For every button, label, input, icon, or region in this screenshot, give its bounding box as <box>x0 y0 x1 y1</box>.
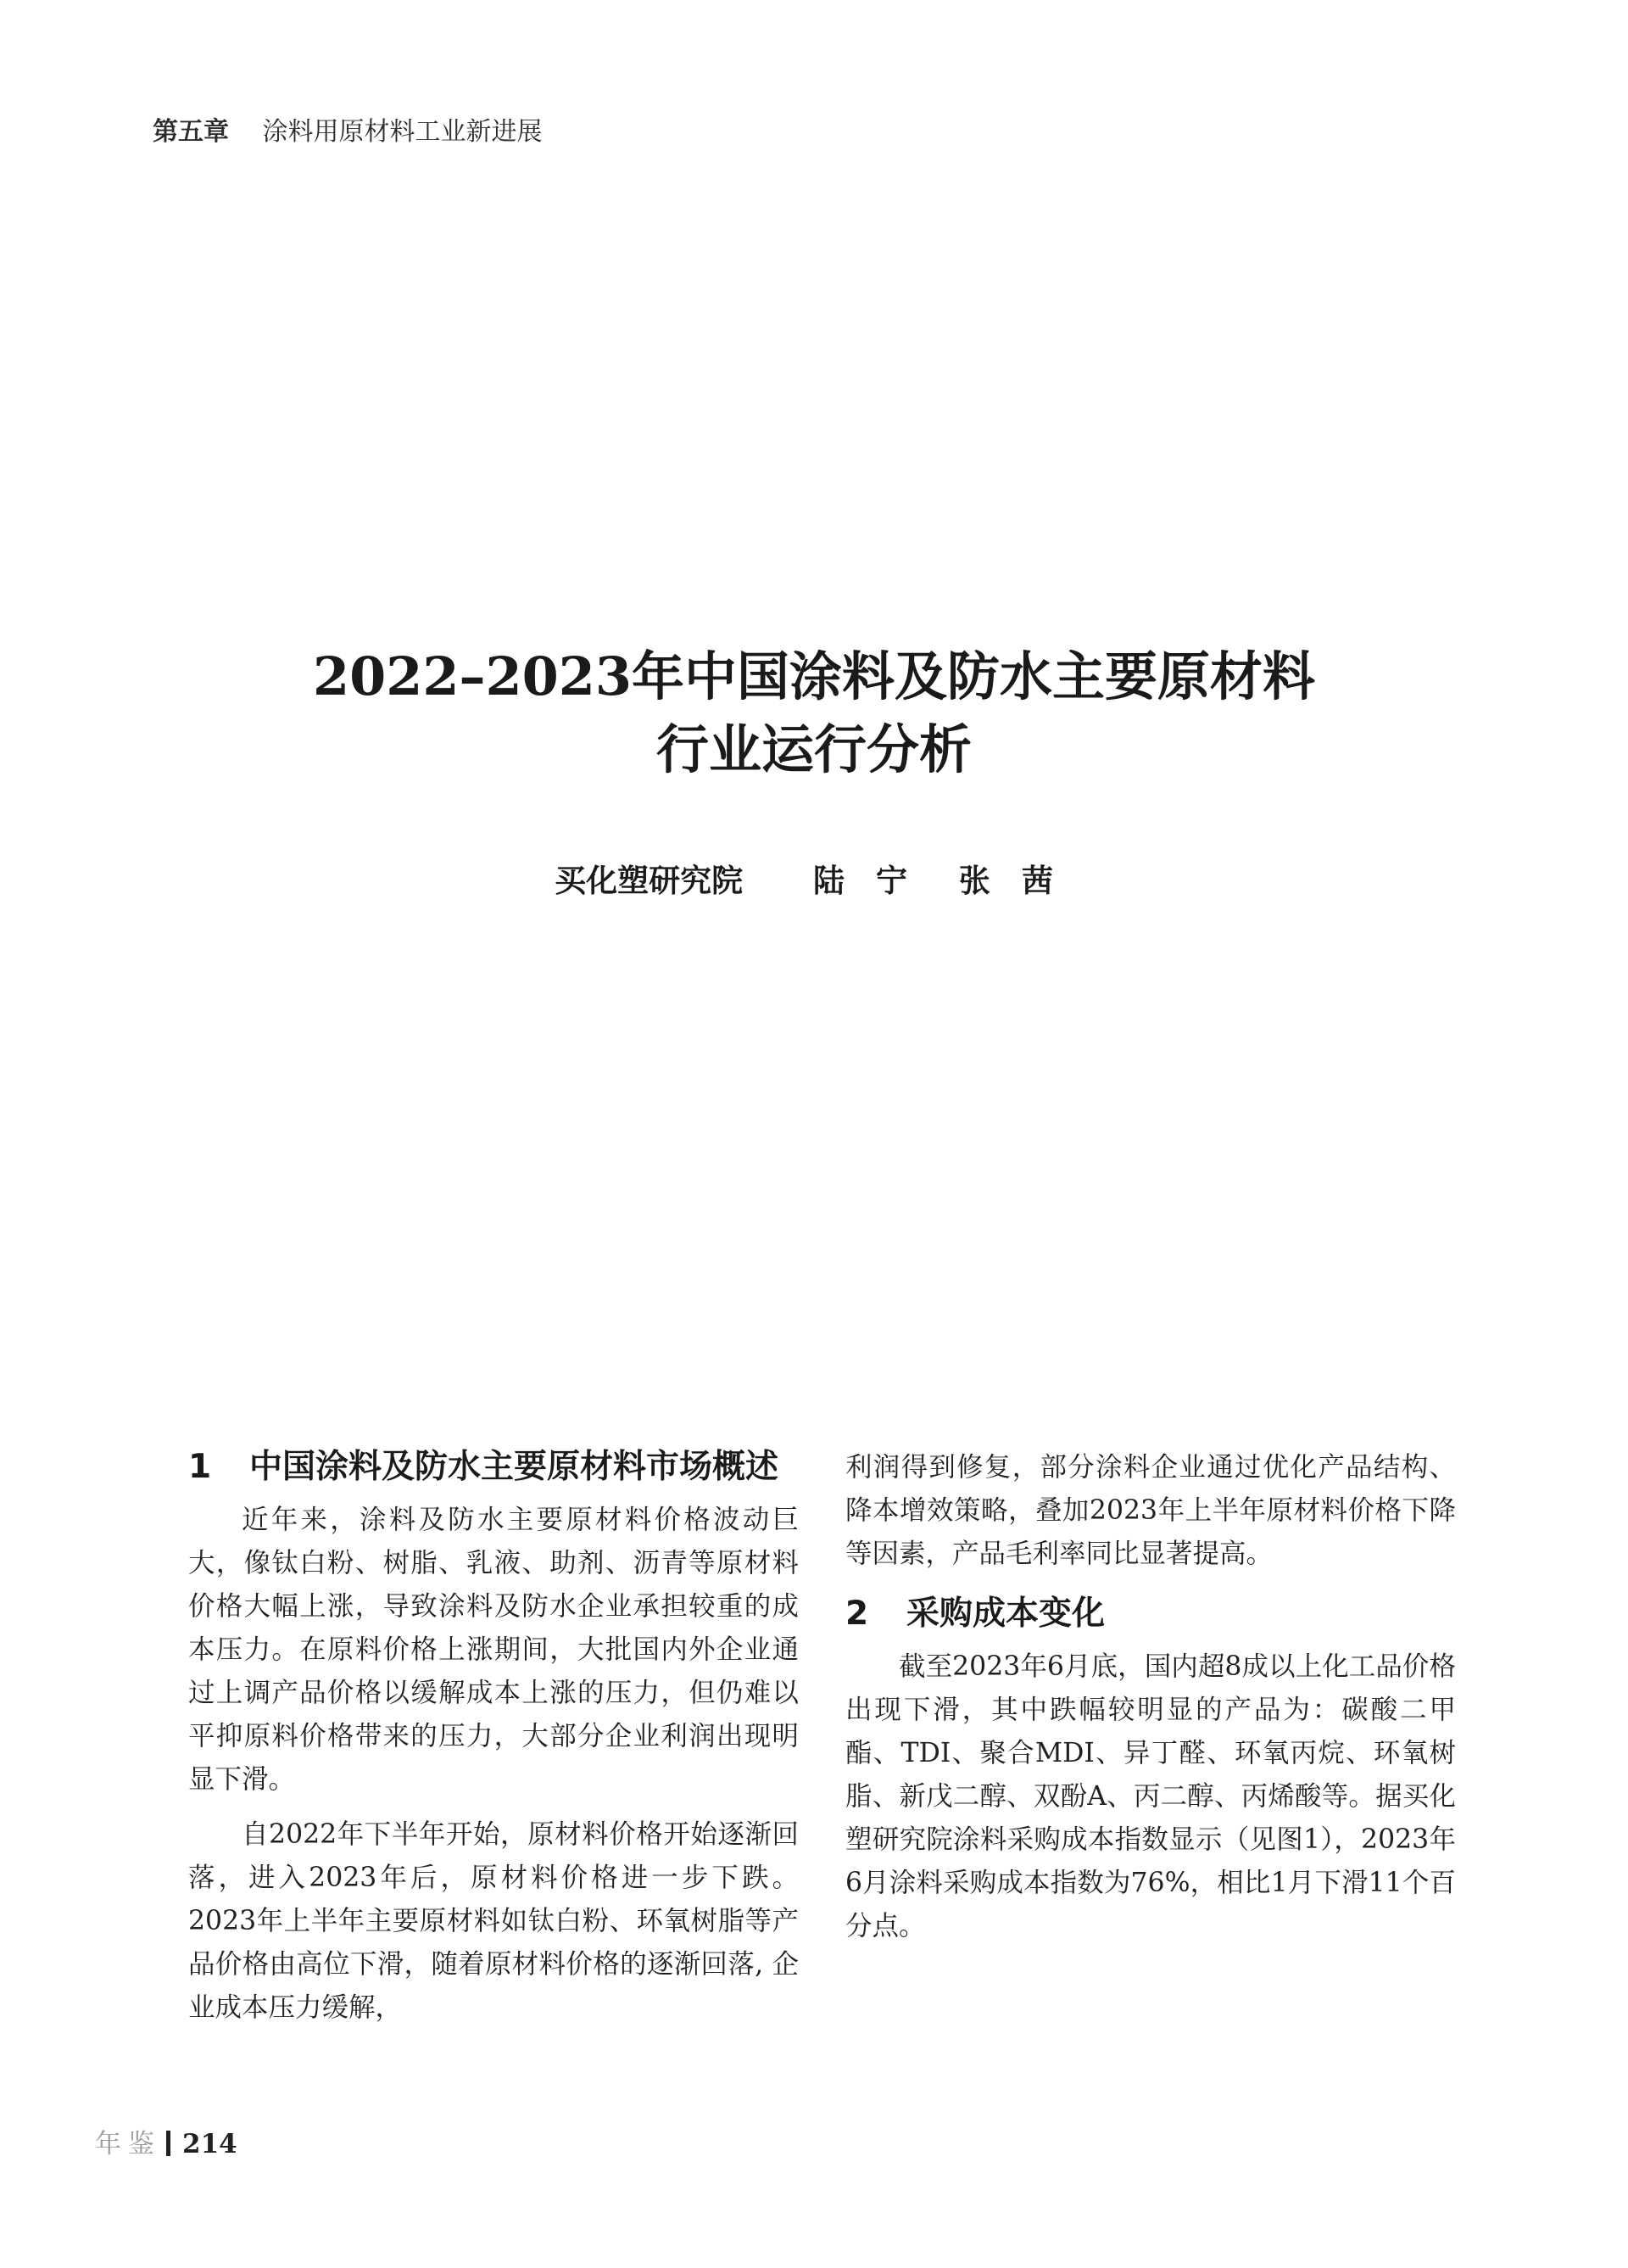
author-name: 陆 宁 <box>813 863 907 899</box>
section-number: 1 <box>188 1448 212 1486</box>
left-column <box>188 1446 799 2042</box>
page-footer <box>95 2122 237 2160</box>
yearbook-label: 年鉴 <box>95 2129 161 2159</box>
title-line-2: 行业运行分析 <box>655 718 972 780</box>
right-column <box>845 1446 1456 1960</box>
chapter-title: 涂料用原材料工业新进展 <box>262 117 543 147</box>
author-name: 张 茜 <box>958 863 1053 899</box>
page-number: 214 <box>182 2129 237 2159</box>
paragraph: 近年来，涂料及防水主要原材料价格波动巨大，像钛白粉、树脂、乳液、助剂、沥青等原材料价格大幅上涨，导致涂料及防水企业承担较重的成本压力。在原料价格上涨期间，大批国内外企业通过上调产品价格以缓解成本上涨的压力，但仍难以平抑原料价格带来的压力，大部分企业利润出现明显下滑。 <box>188 1505 799 1795</box>
running-header <box>153 110 543 148</box>
title-line-1: 2022–2023年中国涂料及防水主要原材料 <box>312 645 1316 707</box>
paragraph: 自2022年下半年开始，原材料价格开始逐渐回落，进入2023年后，原材料价格进一步下跌。2023年上半年主要原材料如钛白粉、环氧树脂等产品价格由高位下滑，随着原材料价格的逐渐回落, 企业成本压力缓解， <box>188 1819 799 2023</box>
paragraph-continued: 利润得到修复，部分涂料企业通过优化产品结构、降本增效策略，叠加2023年上半年原材料价格下降等因素，产品毛利率同比显著提高。 <box>845 1452 1456 1569</box>
author-organization: 买化塑研究院 <box>555 863 744 899</box>
byline <box>0 855 1628 901</box>
chapter-number: 第五章 <box>153 117 229 147</box>
section-heading <box>845 1593 1456 1635</box>
section-title: 采购成本变化 <box>906 1595 1106 1633</box>
footer-divider <box>166 2131 170 2156</box>
section-number: 2 <box>845 1595 869 1633</box>
section-heading <box>188 1446 799 1489</box>
article-title <box>0 640 1628 786</box>
paragraph: 截至2023年6月底，国内超8成以上化工品价格出现下滑，其中跌幅较明显的产品为：碳酸二甲酯、TDI、聚合MDI、异丁醛、环氧丙烷、环氧树脂、新戊二醇、双酚A、丙二醇、丙烯酸等。据买化塑研究院涂料采购成本指数显示（见图1），2023年6月涂料采购成本指数为76%，相比1月下滑11个百分点。 <box>845 1651 1456 1941</box>
section-title: 中国涂料及防水主要原材料市场概述 <box>249 1448 779 1486</box>
